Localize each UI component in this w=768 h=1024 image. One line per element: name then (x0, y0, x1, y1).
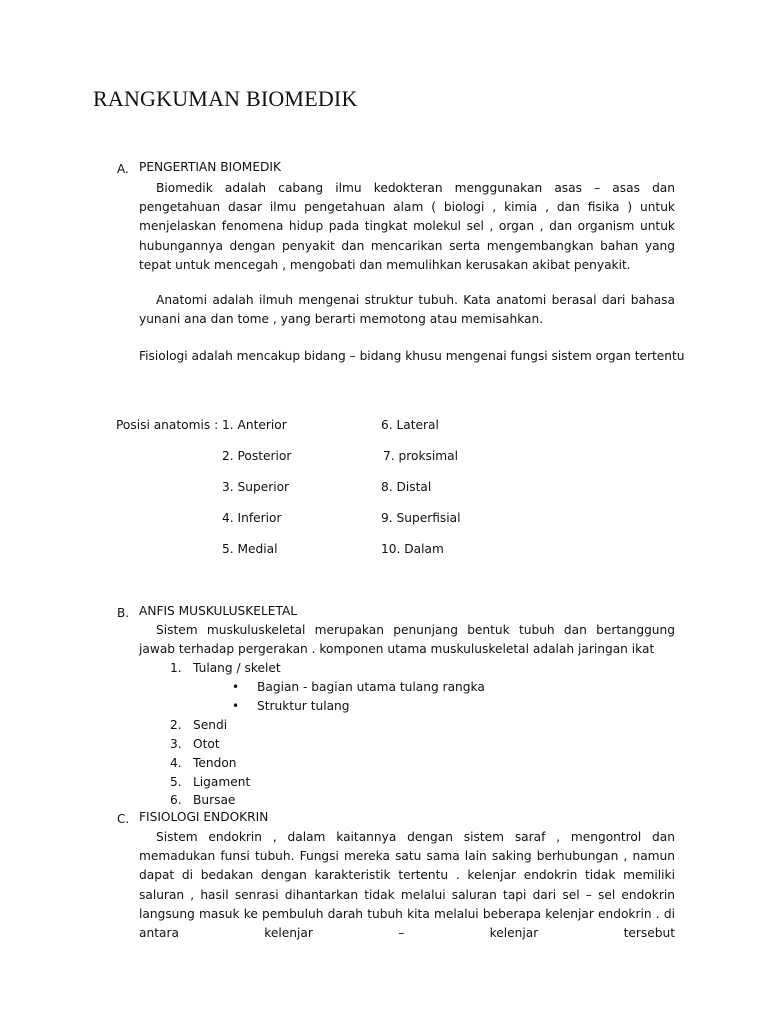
section-c-letter: C. (117, 812, 130, 826)
bullet-icon: • (232, 680, 240, 694)
position-item: 10. Dalam (381, 542, 444, 556)
section-a-paragraph-3: Fisiologi adalah mencakup bidang – bidang khusu mengenai fungsi sistem organ tertentu (139, 349, 685, 363)
list-item: Tulang / skelet (193, 661, 281, 675)
position-item: 7. proksimal (383, 449, 458, 463)
position-item: 3. Superior (222, 480, 290, 494)
list-number: 3. (170, 737, 182, 751)
section-b-letter: B. (117, 606, 130, 620)
bullet-item: Bagian - bagian utama tulang rangka (257, 680, 485, 694)
position-item: 9. Superfisial (381, 511, 461, 525)
bullet-icon: • (232, 699, 240, 713)
section-a-letter: A. (117, 162, 129, 176)
list-number: 4. (170, 756, 182, 770)
section-c-paragraph: Sistem endokrin , dalam kaitannya dengan sistem saraf , mengontrol dan memadukan funsi tubuh. Fungsi mereka satu sama lain saking berhubungan , namun dapat di bedakan dengan karakteristik tertentu . kelenjar endokrin tidak memiliki saluran , hasil senrasi dihantarkan tidak melalui saluran tapi dari sel – sel endokrin langsung masuk ke pembuluh darah tubuh kita melalui beberapa kelenjar endokrin . di antara kelenjar – kelenjar tersebut (139, 830, 675, 941)
list-item: Otot (193, 737, 220, 751)
list-item: Bursae (193, 793, 236, 807)
section-b-heading: ANFIS MUSKULUSKELETAL (139, 604, 298, 618)
list-number: 1. (170, 661, 182, 675)
list-item: Sendi (193, 718, 228, 732)
section-c-heading: FISIOLOGI ENDOKRIN (139, 810, 269, 824)
list-number: 2. (170, 718, 182, 732)
section-a-paragraph-2: Anatomi adalah ilmuh mengenai struktur tubuh. Kata anatomi berasal dari bahasa yunani ana dan tome , yang berarti memotong atau memisahkan. (139, 293, 675, 327)
list-number: 5. (170, 775, 182, 789)
position-item: 5. Medial (222, 542, 278, 556)
list-number: 6. (170, 793, 182, 807)
position-item: 8. Distal (381, 480, 432, 494)
position-item: 2. Posterior (222, 449, 292, 463)
document-title: RANGKUMAN BIOMEDIK (93, 86, 358, 111)
positions-label: Posisi anatomis : (116, 418, 219, 432)
position-item: 4. Inferior (222, 511, 282, 525)
list-item: Ligament (193, 775, 251, 789)
section-a-heading: PENGERTIAN BIOMEDIK (139, 160, 281, 174)
bullet-item: Struktur tulang (257, 699, 350, 713)
section-b-paragraph: Sistem muskuluskeletal merupakan penunjang bentuk tubuh dan bertanggung jawab terhadap pergerakan . komponen utama muskuluskeletal adalah jaringan ikat (139, 623, 675, 657)
position-item: 6. Lateral (381, 418, 439, 432)
list-item: Tendon (193, 756, 237, 770)
position-item: 1. Anterior (222, 418, 287, 432)
section-a-paragraph-1: Biomedik adalah cabang ilmu kedokteran menggunakan asas – asas dan pengetahuan dasar ilmu pengetahuan alam ( biologi , kimia , dan fisika ) untuk menjelaskan fenomena hidup pada tingkat molekul sel , organ , dan organism untuk hubungannya dengan penyakit dan mencarikan serta mengembangkan bahan yang tepat untuk mencegah , mengobati dan memulihkan kerusakan akibat penyakit. (139, 181, 675, 272)
